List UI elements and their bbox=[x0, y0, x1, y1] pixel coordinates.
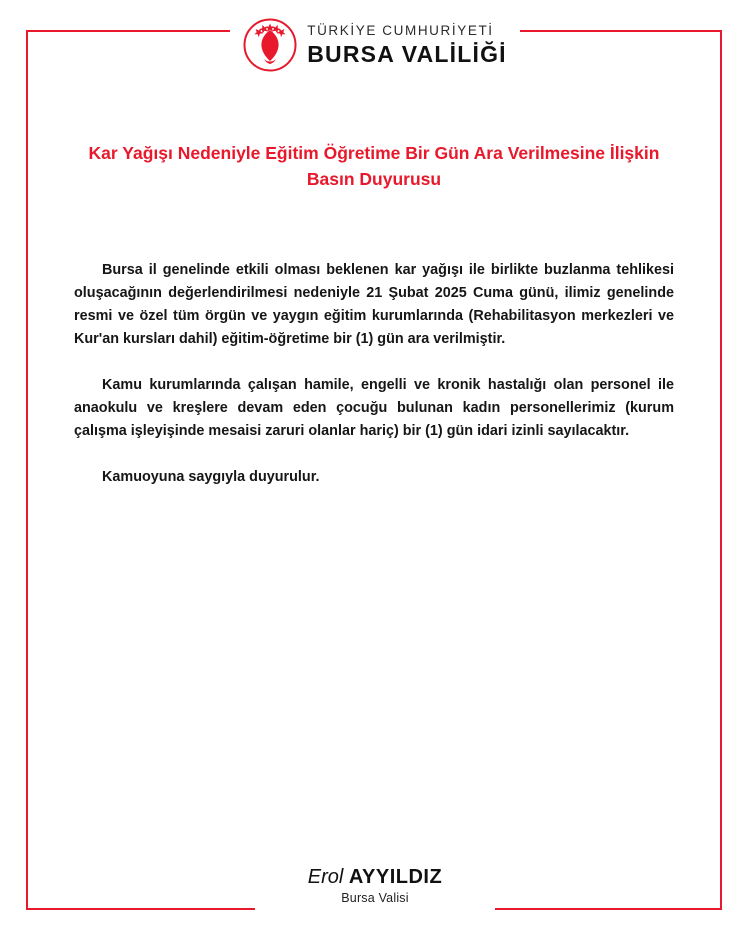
signatory-first-name: Erol bbox=[307, 866, 349, 888]
header-titles bbox=[307, 24, 507, 66]
paragraph-2: Kamu kurumlarında çalışan hamile, engelli ve kronik hastalığı olan personel ile anaokulu ve kreşlere devam eden çocuğu bulunan kadın personellerimiz (kurum çalışma işleyişinde mesaisi zaruri olanlar hariç) bir (1) gün idari izinli sayılacaktır. bbox=[74, 376, 674, 440]
signatory-name bbox=[0, 866, 750, 888]
turkey-star-crescent-emblem-icon bbox=[243, 18, 297, 72]
paragraph-3: Kamuoyuna saygıyla duyurulur. bbox=[102, 468, 320, 485]
header-country-label: TÜRKİYE CUMHURİYETİ bbox=[307, 23, 494, 39]
paragraph-1: Bursa il genelinde etkili olması beklenen kar yağışı ile birlikte buzlanma tehlikesi oluşacağının değerlendirilmesi nedeniyle 21 Şubat 2025 Cuma günü, ilimiz genelinde resmi ve özel tüm örgün ve yaygın eğitim kurumlarında (Rehabilitasyon merkezleri ve Kur'an kursları dahil) eğitim-öğretime bir (1) gün ara verilmiştir. bbox=[74, 261, 674, 348]
document-header bbox=[0, 14, 750, 76]
signatory-last-name: AYYILDIZ bbox=[348, 866, 443, 888]
document-content bbox=[74, 140, 674, 489]
page-title: Kar Yağışı Nedeniyle Eğitim Öğretime Bir Gün Ara Verilmesine İlişkin Basın Duyurusu bbox=[88, 143, 660, 190]
signatory-role: Bursa Valisi bbox=[341, 891, 409, 905]
header-institution-label: BURSA VALİLİĞİ bbox=[307, 40, 507, 67]
announcement-body bbox=[74, 259, 674, 490]
signature-block bbox=[0, 866, 750, 905]
